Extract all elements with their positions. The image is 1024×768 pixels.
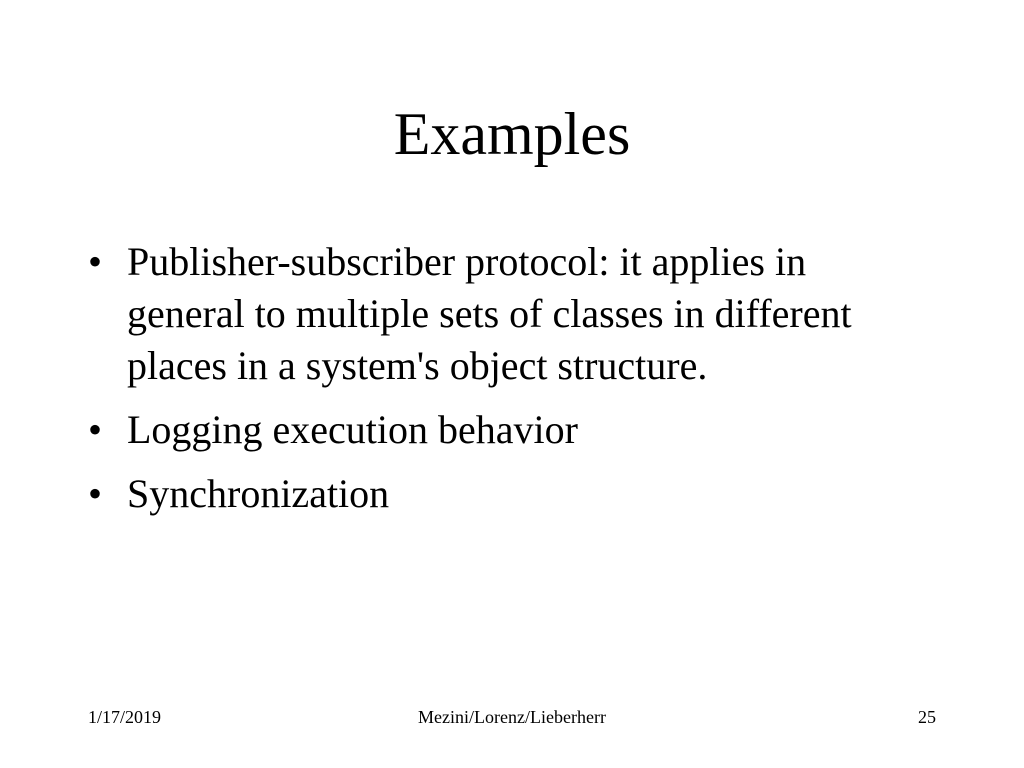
bullet-text: Publisher-subscriber protocol: it applies in general to multiple sets of classes in different places in a system's object structure. [127, 239, 852, 388]
footer-date: 1/17/2019 [88, 707, 162, 727]
bullet-text: Logging execution behavior [127, 407, 578, 452]
bullet-dot-icon: • [88, 407, 103, 452]
bullet-item-synchronization [88, 468, 928, 520]
bullet-item-logging [88, 404, 928, 456]
slide-title: Examples [393, 101, 631, 167]
bullet-dot-icon: • [88, 239, 103, 284]
bullet-list [88, 236, 928, 532]
footer-authors: Mezini/Lorenz/Lieberherr [418, 707, 606, 727]
bullet-text: Synchronization [127, 471, 390, 516]
footer-page-number: 25 [918, 707, 936, 727]
bullet-dot-icon: • [88, 471, 103, 516]
bullet-item-publisher-subscriber [88, 236, 928, 392]
